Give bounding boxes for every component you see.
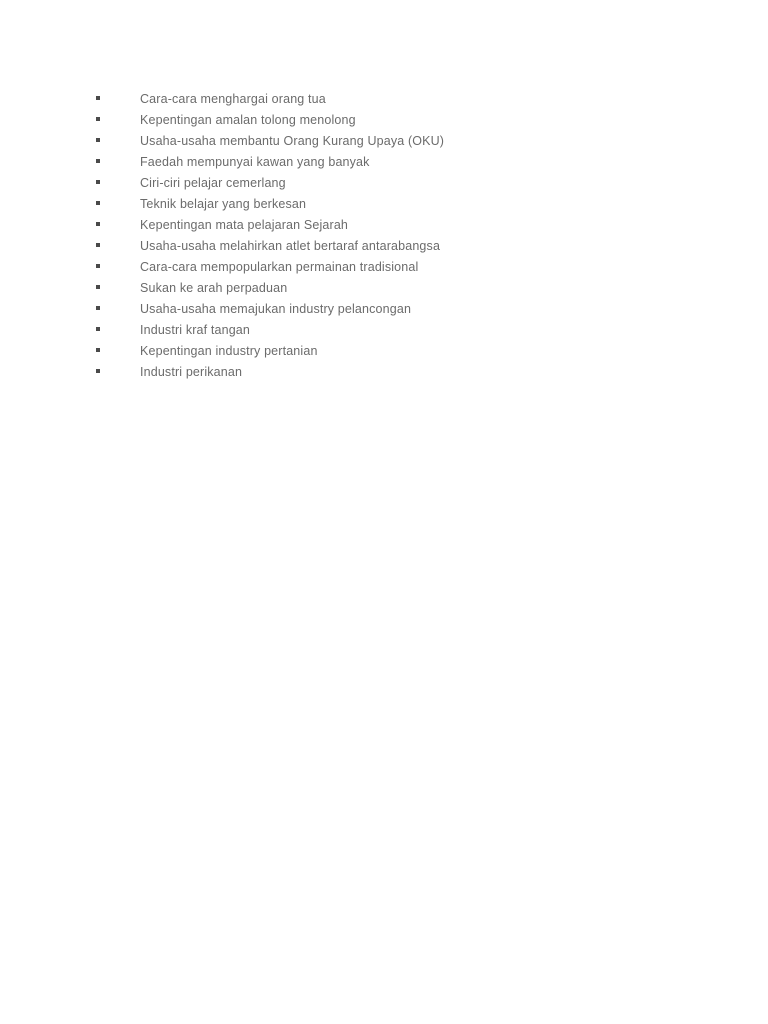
square-bullet-icon	[96, 201, 100, 205]
list-item-text: Cara-cara menghargai orang tua	[140, 92, 326, 106]
square-bullet-icon	[96, 306, 100, 310]
list-item-text: Kepentingan amalan tolong menolong	[140, 113, 356, 127]
list-item-text: Usaha-usaha melahirkan atlet bertaraf antarabangsa	[140, 239, 441, 253]
square-bullet-icon	[96, 348, 100, 352]
square-bullet-icon	[96, 159, 100, 163]
square-bullet-icon	[96, 138, 100, 142]
square-bullet-icon	[96, 222, 100, 226]
square-bullet-icon	[96, 327, 100, 331]
square-bullet-icon	[96, 243, 100, 247]
square-bullet-icon	[96, 285, 100, 289]
square-bullet-icon	[96, 264, 100, 268]
list-item-text: Usaha-usaha membantu Orang Kurang Upaya (OKU)	[140, 134, 445, 148]
list-item-text: Cara-cara mempopularkan permainan tradisional	[140, 260, 419, 274]
list-item-text: Sukan ke arah perpaduan	[140, 281, 288, 295]
square-bullet-icon	[96, 96, 100, 100]
list-item-text: Industri perikanan	[140, 365, 243, 379]
list-item-text: Kepentingan mata pelajaran Sejarah	[140, 218, 349, 232]
list-item-text: Ciri-ciri pelajar cemerlang	[140, 176, 286, 190]
list-item-text: Teknik belajar yang berkesan	[140, 197, 307, 211]
list-item-text: Usaha-usaha memajukan industry pelancongan	[140, 302, 412, 316]
square-bullet-icon	[96, 117, 100, 121]
list-item-text: Kepentingan industry pertanian	[140, 344, 318, 358]
square-bullet-icon	[96, 180, 100, 184]
list-item-text: Faedah mempunyai kawan yang banyak	[140, 155, 370, 169]
square-bullet-icon	[96, 369, 100, 373]
list-item-text: Industri kraf tangan	[140, 323, 251, 337]
